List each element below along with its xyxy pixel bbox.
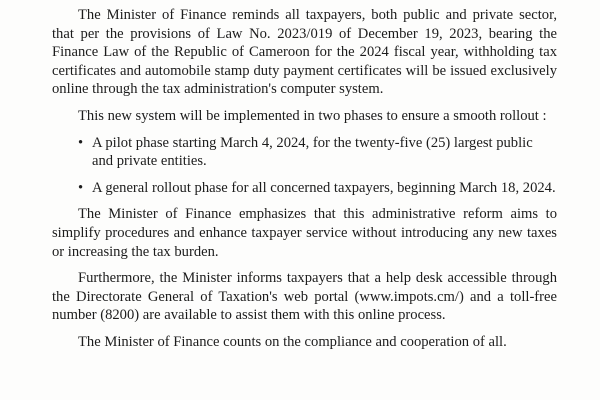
general-rollout-text: A general rollout phase for all concerned taxpayers, beginning March 18, 2024. bbox=[92, 179, 556, 196]
paragraph-notice-intro: The Minister of Finance reminds all taxpayers, both public and private sector, that per the provisions of Law No. 2023/019 of December 19, 2023, bearing the Finance Law of the Republic of Cameroon for the 2024 fiscal year, withholding tax certificates and automobile stamp duty payment certificates will be issued exclusively online through the tax administration's computer system. bbox=[52, 7, 557, 98]
bullet-icon: • bbox=[78, 179, 84, 196]
document-body bbox=[52, 6, 557, 352]
pilot-phase-text: A pilot phase starting March 4, 2024, for the twenty-five (25) largest public and private entities. bbox=[92, 134, 533, 170]
paragraph-help-desk: Furthermore, the Minister informs taxpayers that a help desk accessible through the Directorate General of Taxation's web portal (www.impots.cm/) and a toll-free number (8200) are available to assist them with this online process. bbox=[52, 270, 557, 324]
list-item-general-rollout bbox=[52, 179, 557, 198]
list-item-pilot-phase bbox=[52, 134, 557, 171]
paragraph-reform-aim: The Minister of Finance emphasizes that this administrative reform aims to simplify procedures and enhance taxpayer service without introducing any new taxes or increasing the tax burden. bbox=[52, 206, 557, 260]
phase-list bbox=[52, 134, 557, 198]
bullet-icon: • bbox=[78, 134, 84, 151]
paragraph-rollout-phases: This new system will be implemented in two phases to ensure a smooth rollout : bbox=[78, 107, 547, 124]
paragraph-closing: The Minister of Finance counts on the compliance and cooperation of all. bbox=[78, 333, 507, 350]
